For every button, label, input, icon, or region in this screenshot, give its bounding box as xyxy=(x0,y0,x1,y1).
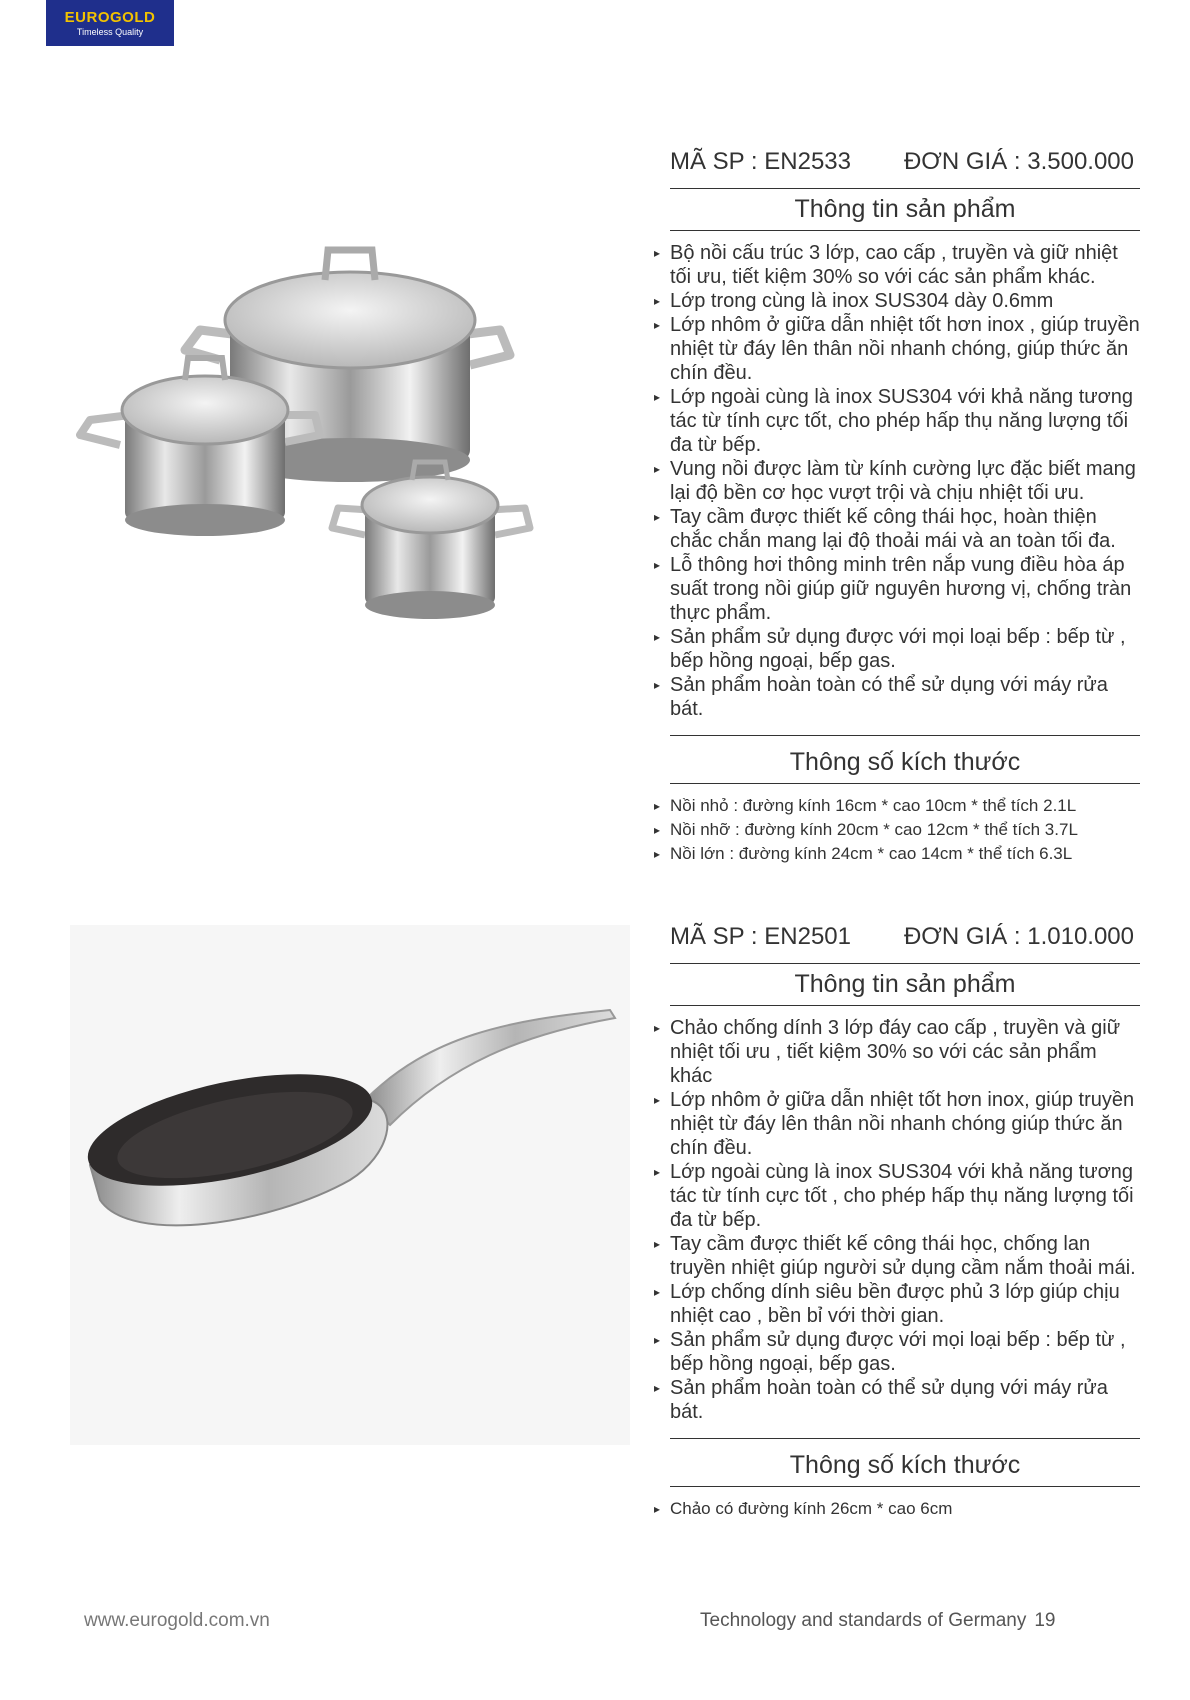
pot-set-photo xyxy=(70,210,600,730)
divider xyxy=(670,1438,1140,1439)
list-item: ▸ Nồi lớn : đường kính 24cm * cao 14cm * thể tích 6.3L xyxy=(652,842,1140,866)
product-section-2 xyxy=(0,905,1190,1518)
footer-tagline xyxy=(700,1610,1056,1632)
product-info-1 xyxy=(652,148,1140,866)
product-code: MÃ SP : EN2533 xyxy=(670,148,851,175)
product-section-1 xyxy=(0,130,1190,863)
info-list xyxy=(652,241,1140,721)
list-item: ▸ Tay cầm được thiết kế công thái học, chống lan truyền nhiệt giúp người sử dụng cầm nắm thoải mái. xyxy=(652,1232,1140,1280)
list-item: ▸ Sản phẩm hoàn toàn có thể sử dụng với máy rửa bát. xyxy=(652,673,1140,721)
spec-section-title: Thông số kích thước xyxy=(789,1451,1021,1479)
small-pot xyxy=(332,462,530,619)
divider xyxy=(670,230,1140,231)
list-item: ▸ Lớp chống dính siêu bền được phủ 3 lớp giúp chịu nhiệt cao , bền bỉ với thời gian. xyxy=(652,1280,1140,1328)
list-item: ▸ Sản phẩm sử dụng được với mọi loại bếp : bếp từ , bếp hồng ngoại, bếp gas. xyxy=(652,1328,1140,1376)
spec-section-title: Thông số kích thước xyxy=(789,748,1021,776)
brand-logo xyxy=(46,0,174,46)
product-price: ĐƠN GIÁ : 3.500.000 xyxy=(903,148,1134,175)
list-item: ▸ Bộ nồi cấu trúc 3 lớp, cao cấp , truyền và giữ nhiệt tối ưu, tiết kiệm 30% so với các sản phẩm khác. xyxy=(652,241,1140,289)
brand-name: EUROGOLD xyxy=(64,9,156,26)
list-item: ▸ Lớp ngoài cùng là inox SUS304 với khả năng tương tác từ tính cực tốt, cho phép hấp thụ năng lượng tối đa từ bếp. xyxy=(652,385,1140,457)
divider xyxy=(670,783,1140,784)
divider xyxy=(670,1005,1140,1006)
brand-tagline: Timeless Quality xyxy=(76,27,144,37)
list-item: ▸ Lớp nhôm ở giữa dẫn nhiệt tốt hơn inox , giúp truyền nhiệt từ đáy lên thân nồi nhanh chóng, giúp thức ăn chín đều. xyxy=(652,313,1140,385)
list-item: ▸ Lớp nhôm ở giữa dẫn nhiệt tốt hơn inox, giúp truyền nhiệt từ đáy lên thân nồi nhanh chóng giúp thức ăn chín đều. xyxy=(652,1088,1140,1160)
list-item: ▸ Lớp trong cùng là inox SUS304 dày 0.6mm xyxy=(652,289,1140,313)
frying-pan-photo xyxy=(70,925,630,1445)
divider xyxy=(670,735,1140,736)
product-info-2 xyxy=(652,923,1140,1521)
list-item: ▸ Chảo có đường kính 26cm * cao 6cm xyxy=(652,1497,1140,1521)
product-header xyxy=(652,923,1140,963)
list-item: ▸ Chảo chống dính 3 lớp đáy cao cấp , truyền và giữ nhiệt tối ưu , tiết kiệm 30% so với các sản phẩm khác xyxy=(652,1016,1140,1088)
info-section-title: Thông tin sản phẩm xyxy=(794,195,1016,223)
list-item: ▸ Tay cầm được thiết kế công thái học, hoàn thiện chắc chắn mang lại độ thoải mái và an toàn tối đa. xyxy=(652,505,1140,553)
list-item: ▸ Sản phẩm hoàn toàn có thể sử dụng với máy rửa bát. xyxy=(652,1376,1140,1424)
list-item: ▸ Vung nồi được làm từ kính cường lực đặc biết mang lại độ bền cơ học vượt trội và chịu nhiệt tối ưu. xyxy=(652,457,1140,505)
page-number: 19 xyxy=(1034,1610,1056,1631)
list-item: ▸ Nồi nhỏ : đường kính 16cm * cao 10cm * thể tích 2.1L xyxy=(652,794,1140,818)
spec-list xyxy=(652,1497,1140,1521)
product-header xyxy=(652,148,1140,188)
footer-website: www.eurogold.com.vn xyxy=(84,1610,270,1631)
spec-list xyxy=(652,794,1140,866)
list-item: ▸ Lớp ngoài cùng là inox SUS304 với khả năng tương tác từ tính cực tốt , cho phép hấp thụ năng lượng tối đa từ bếp. xyxy=(652,1160,1140,1232)
divider xyxy=(670,1486,1140,1487)
info-section-title: Thông tin sản phẩm xyxy=(794,970,1016,998)
list-item: ▸ Lỗ thông hơi thông minh trên nắp vung điều hòa áp suất trong nồi giúp giữ nguyên hương vị, chống tràn thực phẩm. xyxy=(652,553,1140,625)
list-item: ▸ Nồi nhỡ : đường kính 20cm * cao 12cm * thể tích 3.7L xyxy=(652,818,1140,842)
product-code: MÃ SP : EN2501 xyxy=(670,923,851,950)
info-list xyxy=(652,1016,1140,1424)
product-price: ĐƠN GIÁ : 1.010.000 xyxy=(903,923,1134,950)
footer-tagline-text: Technology and standards of Germany xyxy=(700,1610,1027,1631)
list-item: ▸ Sản phẩm sử dụng được với mọi loại bếp : bếp từ , bếp hồng ngoại, bếp gas. xyxy=(652,625,1140,673)
